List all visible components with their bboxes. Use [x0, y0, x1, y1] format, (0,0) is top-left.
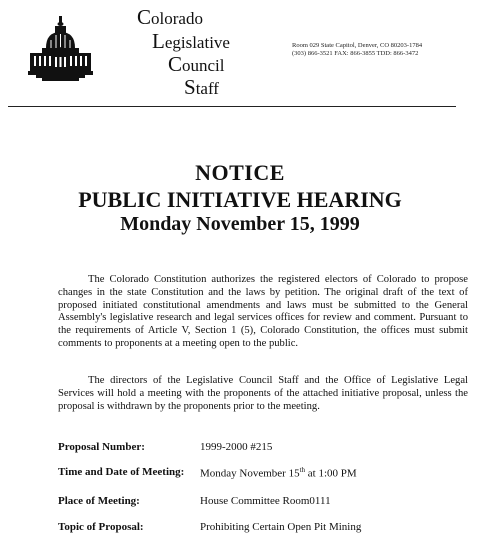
- org-name-line-2: Legislative: [152, 29, 230, 53]
- org-name-line-1: Colorado: [137, 5, 203, 29]
- meeting-paragraph: The directors of the Legislative Council Staff and the Office of Legislative Legal Services will hold a meeting with the proponents of the attached initiative proposal, unless the proposal is withdrawn by the proponents prior to the meeting.: [58, 375, 468, 412]
- time-date-label: Time and Date of Meeting:: [58, 466, 185, 478]
- hearing-date: Monday November 15, 1999: [120, 213, 360, 235]
- intro-paragraph: The Colorado Constitution authorizes the registered electors of Colorado to propose changes in the state Constitution and the laws by petition. The original draft of the text of proposed initiated constitutional amendments and laws must be submitted to the General Assembly's legislative research and legal services offices for review and comment. Pursuant to the requirements of Article V, Section 1 (5), Colorado Constitution, the offices must submit comments to proponents at a meeting open to the public.: [58, 274, 468, 349]
- topic-label: Topic of Proposal:: [58, 521, 144, 533]
- phone-fax-line: (303) 866-3521 FAX: 866-3855 TDD: 866-3472: [292, 50, 419, 57]
- proposal-number-label: Proposal Number:: [58, 441, 145, 453]
- topic-value: Prohibiting Certain Open Pit Mining: [200, 521, 362, 533]
- time-date-value: Monday November 15th at 1:00 PM: [200, 466, 357, 480]
- proposal-number-value: 1999-2000 #215: [200, 441, 273, 453]
- org-name-line-3: Council: [168, 52, 225, 76]
- capitol-building-logo: [28, 14, 94, 86]
- address-line: Room 029 State Capitol, Denver, CO 80203-1784: [292, 42, 423, 49]
- notice-title: NOTICE: [195, 160, 285, 185]
- place-value: House Committee Room0111: [200, 495, 331, 507]
- header-divider: [8, 106, 456, 107]
- org-name-line-4: Staff: [184, 75, 219, 99]
- hearing-title: PUBLIC INITIATIVE HEARING: [78, 187, 402, 212]
- place-label: Place of Meeting:: [58, 495, 140, 507]
